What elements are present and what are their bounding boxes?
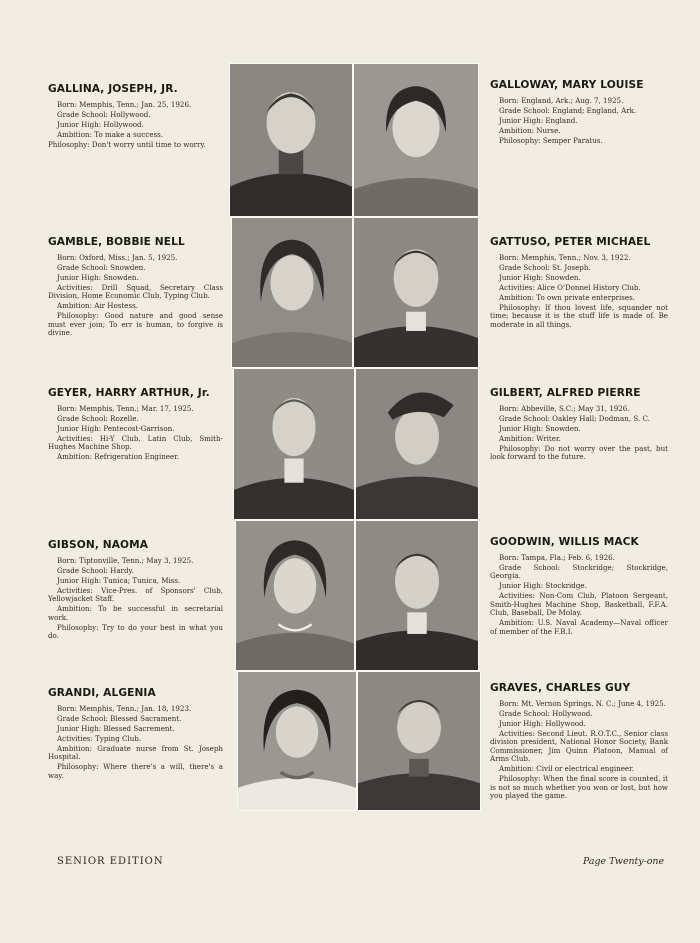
student-activities: Activities: Alice O'Donnel History Club. [499,283,641,292]
student-entry-gamble [48,236,223,338]
portrait-photo [231,217,353,368]
student-entry-galloway [490,79,668,145]
student-philosophy: Philosophy: If thou lovest life, squander not time; because it is the stuff life is made of. Be moderate in all things. [490,303,668,329]
student-grade-school: Grade School: Snowden. [57,263,146,272]
portrait-photo [237,671,357,811]
student-born: Born: Oxford, Miss.; Jan. 5, 1925. [57,253,178,262]
photo-grid [229,63,485,809]
student-ambition: Ambition: U.S. Naval Academy—Naval officer of member of the F.B.I. [490,618,668,636]
student-entry-goodwin [490,536,668,636]
student-entry-gallina [48,83,223,149]
student-activities: Activities: Vice-Pres. of Sponsors' Club, Yellowjacket Staff. [48,586,223,604]
portrait-photo [353,63,479,217]
student-junior-high: Junior High: Hollywood. [57,120,144,129]
portrait-photo [355,368,479,520]
student-born: Born: Abbeville, S.C.; May 31, 1926. [499,404,630,413]
student-junior-high: Junior High: Tunica; Tunica, Miss. [57,576,181,585]
student-entry-graves [490,682,668,800]
student-philosophy: Philosophy: Don't worry until time to worry. [48,140,206,149]
portrait-photo [353,217,479,368]
student-grade-school: Grade School: Hollywood. [499,709,593,718]
student-entry-gattuso [490,236,668,329]
student-ambition: Ambition: Refrigeration Engineer. [57,452,180,462]
student-name: GRANDI, ALGENIA [48,687,156,699]
student-born: Born: Tampa, Fla.; Feb. 6, 1926. [499,553,615,562]
student-grade-school: Grade School: Hardy. [57,566,134,575]
student-ambition: Ambition: Graduate nurse from St. Joseph Hospital. [48,744,223,762]
student-born: Born: Mt. Vernon Springs, N. C.; June 4, 1925. [499,699,666,708]
student-name: GALLINA, JOSEPH, JR. [48,83,178,95]
edition-label: SENIOR EDITION [57,856,164,867]
student-grade-school: Grade School: Oakley Hall; Dodman, S. C. [499,414,650,423]
student-name: GALLOWAY, MARY LOUISE [490,79,644,91]
student-entry-geyer [48,387,223,462]
student-junior-high: Junior High: England. [499,116,578,125]
portrait-photo [233,368,355,520]
student-grade-school: Grade School: Blessed Sacrament. [57,714,182,723]
student-name: GIBSON, NAOMA [48,539,149,551]
portrait-photo [355,520,479,671]
student-philosophy: Philosophy: When the final score is counted, it is not so much whether you won or lost, but how you played the game. [490,774,668,801]
student-activities: Activities: Drill Squad, Secretary Class Division, Home Economic Club, Typing Club. [48,283,223,301]
student-name: GILBERT, ALFRED PIERRE [490,387,641,399]
portrait-photo [235,520,355,671]
student-junior-high: Junior High: Snowden. [499,424,581,433]
student-entry-gibson [48,539,223,641]
student-activities: Activities: Non-Com Club, Platoon Sergeant, Smith-Hughes Machine Shop, Basketball, F.F.A. Club, Baseball, De Molay. [490,591,668,618]
student-junior-high: Junior High: Snowden. [499,273,581,282]
student-ambition: Ambition: To own private enterprises. [499,293,636,302]
student-philosophy: Philosophy: Where there's a will, there's a way. [48,762,223,780]
student-entry-gilbert [490,387,668,462]
student-junior-high: Junior High: Snowden. [57,273,139,282]
student-name: GEYER, HARRY ARTHUR, Jr. [48,387,210,399]
student-activities: Activities: Typing Club. [57,734,142,743]
student-born: Born: Memphis, Tenn.; Jan. 18, 1923. [57,704,192,713]
student-grade-school: Grade School: Hollywood. [57,110,151,119]
student-junior-high: Junior High: Pentecost-Garrison. [57,424,175,433]
student-ambition: Ambition: Air Hostess. [57,301,138,311]
student-junior-high: Junior High: Blessed Sacrement. [57,724,175,733]
student-ambition: Ambition: Civil or electrical engineer. [499,764,634,774]
student-name: GATTUSO, PETER MICHAEL [490,236,651,248]
student-junior-high: Junior High: Stockridge. [499,581,587,591]
student-philosophy: Philosophy: Do not worry over the past, but look forward to the future. [490,444,668,462]
student-grade-school: Grade School: Rozelle. [57,414,139,423]
student-junior-high: Junior High: Hollywood. [499,719,586,728]
student-ambition: Ambition: Nurse. [499,126,561,135]
student-born: Born: Memphis, Tenn.; Jan. 25, 1926. [57,100,192,109]
student-born: Born: England, Ark.; Aug. 7, 1925. [499,96,624,105]
student-name: GRAVES, CHARLES GUY [490,682,631,694]
student-philosophy: Philosophy: Semper Paratus. [499,136,603,145]
portrait-photo [229,63,353,217]
page-number: Page Twenty-one [583,856,664,867]
student-philosophy: Philosophy: Try to do your best in what you do. [48,622,223,641]
student-grade-school: Grade School: St. Joseph. [499,263,591,272]
student-activities: Activities: Hi-Y Club, Latin Club, Smith-Hughes Machine Shop. [48,434,223,452]
student-born: Born: Memphis, Tenn.; Mar. 17, 1925. [57,404,194,413]
student-grade-school: Grade School: Stockridge; Stockridge, Georgia. [490,563,668,581]
student-born: Born: Tiptonville, Tenn.; May 3, 1925. [57,556,194,565]
student-name: GAMBLE, BOBBIE NELL [48,236,185,248]
student-born: Born: Memphis, Tenn.; Nov. 3, 1922. [499,253,631,262]
student-ambition: Ambition: To make a success. [57,130,164,139]
student-entry-grandi [48,687,223,780]
student-ambition: Ambition: Writer. [499,434,561,443]
student-philosophy: Philosophy: Good nature and good sense must ever join; To err is human, to forgive is divine. [48,311,223,338]
student-name: GOODWIN, WILLIS MACK [490,536,639,548]
portrait-photo [357,671,481,811]
student-ambition: Ambition: To be successful in secretarial work. [48,604,223,622]
student-activities: Activities: Second Lieut. R.O.T.C., Senior class division president, National Honor Society, Bank Commissioner, Jim Quinn Platoon, Manual of Arms Club. [490,729,668,764]
student-grade-school: Grade School: England; England, Ark. [499,106,637,115]
